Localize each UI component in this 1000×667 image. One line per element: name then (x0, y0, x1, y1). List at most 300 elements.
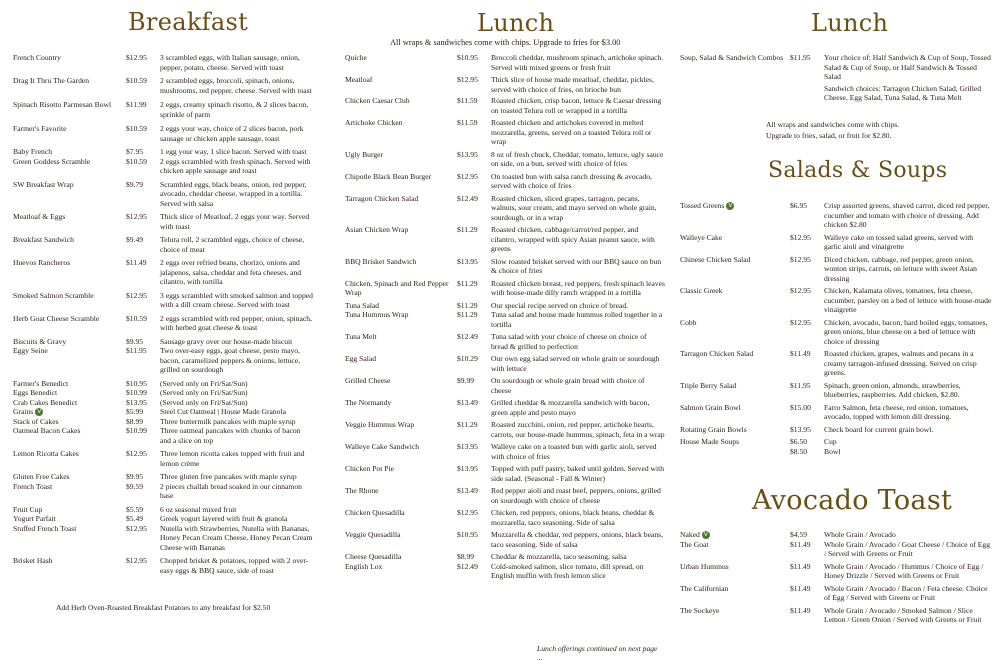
item-description: Bowl (824, 446, 841, 456)
item-description: Slow roasted brisket served with our BBQ sauce on bun & choice of fries (491, 256, 662, 275)
menu-item (345, 310, 665, 329)
item-description: 2 eggs over refried beans, chorizo, onions and jalapenos, salsa, cheddar and feta cheeses, and cilantro, with tortilla (160, 258, 302, 286)
item-name (345, 150, 457, 169)
item-name (680, 233, 790, 252)
item-name (345, 354, 457, 373)
menu-item (13, 417, 313, 427)
item-description: Greek yogurt layered with fruit & granola (160, 514, 288, 523)
item-name-text: Drag It Thru The Garden (13, 76, 90, 85)
combo-section (680, 53, 992, 103)
item-name-text: Chinese Chicken Salad (680, 254, 751, 264)
item-name (13, 124, 126, 143)
item-price: $5.59 (126, 504, 144, 514)
item-price: $11.29 (457, 300, 478, 310)
item-name (13, 180, 126, 209)
item-description: On toasted bun with salsa ranch dressing & avocado, served with choice of fries (491, 171, 652, 190)
item-name-text: Walleye Cake Sandwich (345, 442, 420, 451)
item-name-text: French Country (13, 53, 61, 62)
item-name (345, 376, 457, 395)
item-name-text: Salmon Grain Bowl (680, 402, 741, 412)
item-description: Roasted zucchini, onion, red pepper, artichoke hearts, carrots, our house-made hummus, spinach, feta in a wrap (491, 420, 665, 439)
item-price: $12.95 (790, 317, 811, 327)
item-name-text: Eggy Seine (13, 346, 48, 355)
item-name (13, 417, 126, 427)
item-description: Cheddar & mozzarella, taco seasoning, salsa (491, 552, 627, 561)
item-name (13, 482, 126, 501)
item-name-text: Meatloaf & Eggs (13, 212, 66, 221)
item-price: $12.49 (457, 332, 478, 341)
item-name-text: Asian Chicken Wrap (345, 225, 409, 234)
item-name (680, 286, 790, 315)
item-name (13, 514, 126, 524)
lunch-subtitle: All wraps & sandwiches come with chips. Upgrade to fries for $3.00 (390, 38, 621, 47)
item-name (345, 279, 457, 298)
menu-item (345, 225, 665, 254)
item-name (680, 437, 790, 447)
item-price: $12.95 (457, 75, 478, 84)
item-price: $9.95 (126, 336, 144, 346)
item-name-text: Chicken Quesadilla (345, 508, 405, 517)
menu-item (680, 530, 992, 540)
breakfast-column (13, 0, 313, 667)
item-price: $10.59 (126, 313, 147, 323)
item-name (680, 403, 790, 422)
item-name (13, 472, 126, 482)
menu-item (13, 556, 313, 575)
item-price: $13.49 (457, 398, 478, 407)
item-price: $12.95 (790, 286, 811, 295)
item-name-text: Breakfast Sandwich (13, 235, 74, 244)
menu-item (345, 257, 665, 276)
item-description: Topped with puff pastry, baked until golden. Served with side salad. (Seasonal - Fall & Winter) (491, 464, 665, 483)
item-description: 2 pieces challah bread soaked in our cinnamon base (160, 481, 302, 500)
item-name (13, 76, 126, 95)
menu-item (680, 318, 992, 347)
item-price: $12.49 (457, 561, 478, 571)
item-name (680, 425, 790, 435)
item-description: 2 eggs scrambled with red pepper, onion, spinach, with herbed goat cheese & toast (160, 313, 312, 332)
item-description: Three buttermilk pancakes with maple syrup (160, 416, 296, 426)
item-description: 6 oz seasonal mixed fruit (160, 504, 237, 514)
item-name (345, 530, 457, 549)
item-price: $11.99 (126, 100, 147, 109)
item-description: Roasted chicken, crisp bacon, lettuce & Caesar dressing on toasted Telura roll or wrapped in a tortilla (491, 96, 662, 115)
menu-item (680, 403, 992, 422)
menu-item (13, 505, 313, 515)
item-description: Whole Grain / Avocado / Goat Cheese / Choice of Egg / Served with Greens or Fruit (824, 539, 991, 558)
item-description: Our own egg salad served on whole grain or sourdough with lettuce (491, 354, 660, 373)
item-description: (Served only on Fri/Sat/Sun) (160, 378, 248, 388)
item-price: $5.49 (126, 514, 144, 523)
item-name (13, 337, 126, 347)
item-name-text: Tossed Greens (680, 201, 725, 210)
item-description: Chopped brisket & potatoes, topped with 2 over-easy eggs & BBQ sauce, side of toast (160, 556, 309, 575)
item-name (345, 225, 457, 254)
item-name (13, 524, 126, 553)
item-price: $13.95 (126, 397, 147, 407)
item-price: $8.50 (790, 446, 808, 456)
menu-item (345, 150, 665, 169)
item-description: Check board for current grain bowl. (824, 424, 934, 434)
item-name-text: Tarragon Chicken Salad (345, 193, 419, 203)
item-name (345, 420, 457, 439)
item-price: $11.49 (790, 583, 811, 593)
menu-item (13, 346, 313, 375)
menu-item (13, 76, 313, 95)
item-name-text: Ugly Burger (345, 149, 384, 159)
item-name-text: BBQ Brisket Sandwich (345, 256, 417, 266)
item-description: Telura roll, 2 scrambled eggs, choice of cheese, choice of meat (160, 235, 305, 254)
item-description: Farro Salmon, feta cheese, red onion, tomatoes, avocado, topped with lemon dill dressing. (824, 402, 969, 421)
item-name-text: Eggs Benedict (13, 388, 58, 397)
item-name-text: The Californian (680, 583, 729, 593)
item-price: $11.29 (457, 225, 478, 234)
breakfast-items (13, 53, 313, 575)
item-description: On sourdough or whole grain bread with choice of cheese (491, 376, 645, 395)
item-name-text: Artichoke Chicken (345, 118, 403, 127)
item-price: $9.79 (126, 179, 144, 189)
salads-title: Salads & Soups (768, 158, 948, 183)
item-name (345, 332, 457, 351)
menu-item (13, 100, 313, 119)
item-price: $10.99 (126, 426, 147, 435)
item-name (680, 349, 790, 378)
item-price: $12.95 (126, 53, 147, 62)
item-price: $12.95 (126, 290, 147, 300)
item-name-text: Chicken Caesar Club (345, 96, 410, 105)
item-price: $10.59 (126, 76, 147, 85)
item-name (13, 426, 126, 445)
menu-item (13, 180, 313, 209)
item-price: $10.59 (126, 124, 147, 133)
item-description: Whole Grain / Avocado / Hummus / Choice of Egg / Honey Drizzle / Served with Greens or Fruit (824, 561, 984, 580)
item-name-text: Egg Salad (345, 354, 377, 363)
item-name (680, 562, 790, 581)
item-name-text: SW Breakfast Wrap (13, 179, 74, 189)
item-name-text: Oatmeal Bacon Cakes (13, 426, 81, 435)
item-price: $9.99 (457, 376, 475, 385)
item-name (345, 194, 457, 223)
item-name (345, 118, 457, 147)
item-name (345, 172, 457, 191)
menu-item (680, 540, 992, 559)
item-price: $4.59 (790, 530, 808, 539)
item-name (345, 75, 457, 94)
menu-item (680, 606, 992, 625)
menu-item (345, 420, 665, 439)
item-name-text: House Made Soups (680, 437, 740, 446)
item-description: Tuna salad and house made hummus rolled together in a tortilla (491, 310, 663, 329)
menu-item (13, 524, 313, 553)
menu-item (680, 349, 992, 378)
item-name-text: The Sockeye (680, 605, 720, 615)
item-name-text: Veggie Quesadilla (345, 530, 401, 539)
menu-item (13, 388, 313, 398)
item-price: $9.95 (126, 472, 144, 481)
item-description: Chicken, Kalamata olives, tomatoes, feta cheese, cucumber, parsley on a bed of lettuce with house-made vinaigrette (824, 286, 992, 314)
item-name (13, 398, 126, 408)
item-name-text: Chipotle Black Bean Burger (345, 171, 432, 181)
item-price: $12.95 (457, 171, 478, 181)
menu-item (345, 552, 665, 562)
item-price: $12.95 (790, 232, 811, 242)
item-name-text: Baby French (13, 147, 53, 156)
item-description: Whole Grain / Avocado / Smoked Salmon / Slice Lemon / Green Onion / Served with Greens or Fruit (824, 605, 982, 624)
item-price: $9.59 (126, 481, 144, 491)
item-description: Our special recipe served on choice of bread. (491, 300, 629, 310)
item-name-text: Brisket Hash (13, 556, 53, 565)
item-price: $13.95 (457, 256, 478, 266)
item-name-text: Tuna Salad (345, 300, 380, 310)
item-description: Thick slice of Meatloaf, 2 eggs your way. Served with toast (160, 212, 310, 231)
menu-item (680, 381, 992, 400)
item-name (13, 314, 126, 333)
item-name-text: The Rhone (345, 486, 379, 495)
menu-item (13, 291, 313, 310)
breakfast-potatoes-note: Add Herb Oven-Roasted Breakfast Potatoes to any breakfast for $2.50 (56, 603, 271, 612)
item-name-text: Tarragon Chicken Salad (680, 349, 754, 358)
item-price: $10.95 (126, 378, 147, 388)
item-name (680, 606, 790, 625)
item-description: Diced chicken, cabbage, red pepper, green onion, wonton strips, carrots, on lettuce with sweet Asian dressing (824, 254, 977, 283)
item-description: Grilled cheddar & mozzarella sandwich with bacon, green apple and pesto mayo (491, 398, 650, 417)
item-description: Two over-easy eggs, goat cheese, pesto mayo, bacon, caramelized peppers & onions, lettuce, grilled on sourdough (160, 346, 301, 374)
item-name (345, 398, 457, 417)
item-price: $11.29 (457, 278, 478, 288)
item-name (680, 447, 790, 457)
item-name-text: The Goat (680, 539, 709, 549)
item-name (345, 257, 457, 276)
menu-item (13, 449, 313, 468)
item-name (680, 381, 790, 400)
item-price: $8.99 (126, 416, 144, 426)
item-price: $12.95 (126, 556, 147, 565)
menu-item (13, 337, 313, 347)
menu-item (13, 258, 313, 287)
item-name-text: Rotating Grain Bowls (680, 424, 747, 434)
lunch-items (345, 53, 665, 581)
right-column (680, 0, 992, 667)
item-description: Roasted chicken, sliced grapes, tarragon, pecans, walnuts, sour cream, and mayo served on whole grain, sourdough, or in a wrap (491, 193, 657, 222)
menu-item (680, 201, 992, 230)
item-description: Three oatmeal pancakes with chunks of bacon and a slice on top (160, 426, 301, 445)
item-name-text: Cheese Quesadilla (345, 552, 402, 561)
lunch-column (345, 0, 665, 667)
item-name-text: Veggie Hummus Wrap (345, 420, 415, 429)
menu-item (680, 437, 992, 447)
item-price: $13.95 (457, 464, 478, 473)
item-description: 3 eggs scrambled with smoked salmon and topped with a dill cream cheese. Served with toast (160, 290, 313, 309)
menu-item (345, 508, 665, 527)
item-description: 2 scrambled eggs, broccoli, spinach, onions, mushrooms, red pepper, cheese. Served with toast (160, 76, 312, 95)
item-name (13, 505, 126, 515)
item-price: $8.99 (457, 552, 475, 561)
item-name (13, 407, 126, 417)
menu-item (345, 118, 665, 147)
item-name-text: Yogurt Parfait (13, 514, 56, 523)
item-price: $11.49 (790, 539, 811, 549)
item-name-text: Huevos Rancheros (13, 258, 71, 267)
menu-item (345, 562, 665, 581)
item-description: Mozzarella & cheddar, red peppers, onions, black beans, taco seasoning. Side of salsa (491, 530, 663, 549)
item-description: Cold-smoked salmon, slice tomato, dill spread, on English muffin with fresh lemon slice (491, 561, 644, 580)
menu-item (345, 442, 665, 461)
item-price: $10.95 (457, 530, 478, 539)
avocado-title: Avocado Toast (752, 485, 953, 516)
lunch-title: Lunch (477, 9, 555, 37)
avocado-items (680, 530, 992, 625)
item-name (345, 464, 457, 483)
item-name-text: Chicken, Spinach and Red Pepper Wrap (345, 278, 449, 297)
item-name-text: Triple Berry Salad (680, 380, 737, 390)
item-name (13, 556, 126, 575)
item-name (13, 157, 126, 176)
menu-item (680, 584, 992, 603)
menu-item (13, 212, 313, 231)
item-name (345, 486, 457, 505)
item-price: $11.95 (790, 380, 811, 390)
item-description: Sausage gravy over our house-made biscuit (160, 336, 293, 346)
item-description: Whole Grain / Avocado / Bacon / Feta cheese. Choice of Egg / Served with Greens or Fruit (824, 583, 988, 602)
menu-item (13, 407, 313, 417)
item-name (13, 346, 126, 375)
menu-item (680, 286, 992, 315)
item-description: Spinach, green onion, almonds, strawberries, blueberries, raspberries. Add chicken, $2.80. (824, 380, 961, 399)
item-description: Three lemon ricotta cakes topped with fruit and lemon crème (160, 449, 305, 468)
item-name-text: Farmer's Benedict (13, 378, 69, 388)
item-name-text: Grilled Cheese (345, 376, 391, 385)
menu-item (345, 75, 665, 94)
item-price: $12.95 (457, 508, 478, 517)
item-name (345, 53, 457, 72)
item-description: 1 egg your way, 1 slice bacon. Served with toast (160, 147, 307, 156)
item-price: $5.99 (126, 407, 144, 416)
item-price: $11.29 (457, 310, 478, 319)
item-description: (Served only on Fri/Sat/Sun) (160, 397, 248, 407)
item-price: $13.95 (457, 149, 478, 159)
item-price: $11.59 (457, 118, 478, 127)
item-name (345, 442, 457, 461)
item-name (13, 449, 126, 468)
item-price: $11.49 (790, 561, 811, 571)
item-name (680, 255, 790, 284)
item-name (13, 291, 126, 310)
menu-item (13, 472, 313, 482)
menu-item (13, 482, 313, 501)
menu-item (680, 233, 992, 252)
item-name-text: Quiche (345, 53, 367, 62)
item-name (680, 318, 790, 347)
item-description: Crisp assorted greens, shaved carrot, diced red pepper, cucumber and tomato with choice of dressing. Add chicken $2.80 (824, 201, 990, 229)
menu-item (13, 124, 313, 143)
item-price: $11.95 (126, 346, 147, 355)
item-name (13, 258, 126, 287)
item-name-text: Tuna Hummus Wrap (345, 310, 409, 319)
item-name (680, 540, 790, 559)
item-price: $13.95 (457, 442, 478, 451)
item-name-text: Classic Greek (680, 286, 723, 295)
item-name (345, 310, 457, 329)
item-name-text: Grains (13, 407, 34, 416)
menu-item (345, 301, 665, 311)
item-name (13, 147, 126, 157)
item-name (13, 379, 126, 389)
item-name (680, 584, 790, 603)
item-description: 8 oz of fresh chuck, Cheddar, tomato, lettuce, ugly sauce on side, on a bun, served with choice of fries (491, 149, 664, 168)
item-name-text: The Normandy (345, 398, 392, 407)
item-price: $11.59 (457, 96, 478, 105)
item-price: $10.95 (457, 53, 478, 62)
item-price: $12.95 (126, 449, 147, 458)
item-price: $12.95 (126, 212, 147, 221)
item-name (13, 388, 126, 398)
item-description: Thick slice of house made meatloaf, cheddar, pickles, served with choice of fries, on brioche bun (491, 75, 654, 94)
item-name-text: Green Goddess Scramble (13, 156, 91, 166)
vegetarian-badge-icon: V (728, 202, 733, 210)
item-name-text: Smoked Salmon Scramble (13, 290, 94, 300)
item-name (345, 508, 457, 527)
item-name-text: Crab Cakes Benedict (13, 397, 78, 407)
item-name-text: French Toast (13, 481, 53, 491)
menu-item (345, 376, 665, 395)
menu-item (345, 279, 665, 298)
item-description: 2 eggs your way, choice of 2 slices bacon, pork sausage or chicken apple sausage, toast (160, 124, 304, 143)
item-description: Red pepper aioli and roast beef, peppers, onions, grilled on sourdough with choice of cheese (491, 486, 661, 505)
menu-item (13, 398, 313, 408)
item-description: (Served only on Fri/Sat/Sun) (160, 388, 248, 397)
item-description: Chicken, avocado, bacon, hard boiled eggs, tomatoes, green onions, blue cheese on a bed of lettuce with choice of dressing (824, 317, 988, 346)
item-price: $7.95 (126, 147, 144, 156)
vegetarian-badge-icon: V (37, 408, 42, 416)
menu-item-combo (680, 53, 992, 103)
combo-sandwich-choices: Sandwich choices: Tarragon Chicken Salad, Grilled Cheese, Egg Salad, Tuna Salad, & Tuna Melt (824, 83, 982, 102)
item-price: $11.49 (126, 258, 147, 267)
breakfast-title: Breakfast (128, 8, 249, 36)
item-description: Roasted chicken, grapes, walnuts and pecans in a creamy tarragon-infused dressing. Served on crisp greens. (824, 349, 977, 377)
item-description: Whole Grain / Avocado (824, 530, 896, 539)
menu-item (345, 530, 665, 549)
item-name-text: Fruit Cup (13, 504, 43, 514)
item-price: $12.95 (790, 254, 811, 264)
item-name-text: Meatloaf (345, 75, 373, 84)
item-name-text: Urban Hummus (680, 561, 729, 571)
item-price: $6.95 (790, 201, 808, 210)
item-description: 3 scrambled eggs, with Italian sausage, onion, pepper, potato, cheese. Served with toast (160, 53, 300, 72)
item-name (680, 530, 790, 540)
menu-item (345, 464, 665, 483)
item-price: $15.00 (790, 402, 811, 412)
item-price: $10.99 (126, 388, 147, 397)
item-name (345, 301, 457, 311)
item-price: $13.49 (457, 486, 478, 495)
item-name-text: Gluten Free Cakes (13, 472, 70, 481)
item-price: $11.29 (457, 420, 478, 429)
item-price: $11.49 (790, 605, 811, 615)
item-description: Scrambled eggs, black beans, onion, red pepper, avocado, cheddar cheese, wrapped in a tortilla. Served with salsa (160, 179, 307, 208)
item-description: Your choice of: Half Sandwich & Cup of Soup, Tossed Salad & Cup of Soup, or Half Sandwich & Tossed Salad (824, 53, 991, 81)
item-name-text: Herb Goat Cheese Scramble (13, 313, 100, 323)
menu-item (680, 425, 992, 435)
item-price: $12.95 (126, 523, 147, 533)
menu-item (13, 157, 313, 176)
item-name-text: Chicken Pot Pie (345, 464, 394, 473)
item-description: Roasted chicken, cabbage/carrot/red pepper, and cilantro, wrapped with spicy Asian peanut sauce, with greens (491, 225, 655, 253)
item-price: $12.49 (457, 193, 478, 203)
item-description: Roasted chicken breast, red peppers, fresh spinach leaves with house-made dilly ranch wrapped in a tortilla (491, 278, 665, 297)
menu-item (345, 96, 665, 115)
item-name (345, 552, 457, 562)
menu-item (345, 53, 665, 72)
